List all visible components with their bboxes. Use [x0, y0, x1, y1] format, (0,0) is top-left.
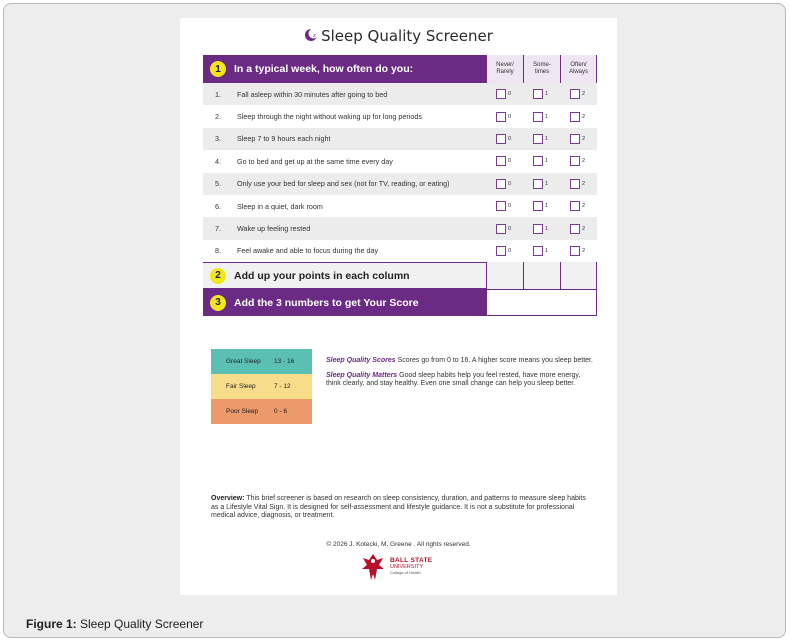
answer-checkbox[interactable] [533, 156, 543, 166]
answer-checkbox[interactable] [533, 246, 543, 256]
legend-great: Great Sleep 13 - 16 [211, 349, 312, 374]
legend-poor: Poor Sleep 0 - 6 [211, 399, 312, 424]
question-row [203, 195, 597, 217]
question-row [203, 150, 597, 172]
point-value: 1 [545, 91, 549, 98]
point-value: 1 [545, 225, 549, 232]
question-number: 2. [215, 112, 221, 122]
question-row [203, 240, 597, 262]
answer-checkbox[interactable] [570, 179, 580, 189]
answer-checkbox[interactable] [570, 134, 580, 144]
score-legend [211, 349, 312, 424]
answer-checkbox[interactable] [533, 179, 543, 189]
figure-caption: Figure 1: Sleep Quality Screener [26, 617, 204, 631]
page-title [180, 27, 617, 45]
answer-checkbox[interactable] [496, 134, 506, 144]
screener-table [203, 55, 597, 316]
legend-fair: Fair Sleep 7 - 12 [211, 374, 312, 399]
section-2-number: 2 [210, 268, 226, 284]
answer-checkbox[interactable] [570, 246, 580, 256]
point-value: 2 [582, 180, 586, 187]
answer-checkbox[interactable] [496, 112, 506, 122]
section-2-row [203, 262, 597, 289]
answer-checkbox[interactable] [496, 246, 506, 256]
point-value: 1 [545, 158, 549, 165]
point-value: 1 [545, 247, 549, 254]
sum-often-input[interactable] [560, 262, 597, 289]
point-value: 2 [582, 113, 586, 120]
answer-checkbox[interactable] [496, 201, 506, 211]
point-value: 0 [508, 113, 512, 120]
section-1-number: 1 [210, 61, 226, 77]
point-value: 2 [582, 225, 586, 232]
point-value: 0 [508, 247, 512, 254]
question-row [203, 128, 597, 150]
question-number: 8. [215, 246, 221, 256]
answer-checkbox[interactable] [496, 224, 506, 234]
question-number: 1. [215, 89, 221, 99]
answer-checkbox[interactable] [533, 89, 543, 99]
copyright: © 2026 J. Kotecki, M. Greene . All rights reserved. [326, 541, 471, 548]
point-value: 1 [545, 203, 549, 210]
section-1-header [203, 55, 597, 83]
question-number: 7. [215, 224, 221, 234]
question-text: Feel awake and able to focus during the day [237, 246, 379, 256]
answer-checkbox[interactable] [570, 224, 580, 234]
answer-checkbox[interactable] [533, 134, 543, 144]
question-text: Only use your bed for sleep and sex (not for TV, reading, or eating) [237, 179, 450, 189]
question-row [203, 173, 597, 195]
overview-paragraph: Overview: This brief screener is based on research on sleep consistency, duration, and patterns to measure sleep habits as a Lifestyle Vital Sign. It is designed for self-assessment and lifestyle guidance. It is not a substitute for professional medical advice, diagnosis, or treatment. [211, 495, 586, 519]
point-value: 0 [508, 91, 512, 98]
column-never-rarely: Never/ Rarely [486, 55, 523, 83]
question-row [203, 217, 597, 239]
point-value: 2 [582, 203, 586, 210]
point-value: 0 [508, 225, 512, 232]
answer-checkbox[interactable] [533, 201, 543, 211]
point-value: 1 [545, 135, 549, 142]
answer-checkbox[interactable] [533, 224, 543, 234]
question-text: Go to bed and get up at the same time every day [237, 156, 393, 166]
section-3-number: 3 [210, 295, 226, 311]
point-value: 2 [582, 135, 586, 142]
answer-checkbox[interactable] [496, 179, 506, 189]
section-2-heading: Add up your points in each column [234, 269, 410, 282]
svg-text:z: z [313, 33, 316, 39]
answer-checkbox[interactable] [570, 89, 580, 99]
answer-checkbox[interactable] [533, 112, 543, 122]
point-value: 1 [545, 180, 549, 187]
column-often-always: Often/ Always [560, 55, 597, 83]
section-1-heading: In a typical week, how often do you: [234, 63, 414, 75]
total-score-input[interactable] [486, 289, 597, 316]
column-sometimes: Some- times [523, 55, 560, 83]
screener-page [180, 18, 617, 595]
question-text: Fall asleep within 30 minutes after going to bed [237, 89, 388, 99]
scores-paragraph: Sleep Quality Scores Scores go from 0 to 16. A higher score means you sleep better. [326, 357, 593, 364]
question-number: 5. [215, 179, 221, 189]
answer-checkbox[interactable] [570, 156, 580, 166]
question-text: Sleep 7 to 9 hours each night [237, 134, 331, 144]
point-value: 0 [508, 180, 512, 187]
moon-icon [304, 28, 318, 42]
answer-checkbox[interactable] [570, 201, 580, 211]
question-text: Wake up feeling rested [237, 224, 311, 234]
point-value: 0 [508, 158, 512, 165]
answer-checkbox[interactable] [496, 89, 506, 99]
question-row [203, 83, 597, 105]
matters-paragraph: Sleep Quality Matters Good sleep habits help you feel rested, have more energy, think clearly, and stay healthy. Even one small change can help you sleep better. [326, 371, 581, 387]
score-description [326, 357, 594, 395]
point-value: 2 [582, 158, 586, 165]
answer-checkbox[interactable] [496, 156, 506, 166]
point-value: 2 [582, 91, 586, 98]
figure-frame [3, 3, 786, 638]
question-number: 6. [215, 201, 221, 211]
question-number: 3. [215, 134, 221, 144]
cardinal-icon [360, 552, 386, 582]
section-3-heading: Add the 3 numbers to get Your Score [234, 296, 419, 309]
answer-checkbox[interactable] [570, 112, 580, 122]
point-value: 0 [508, 135, 512, 142]
point-value: 2 [582, 247, 586, 254]
university-logo: BALL STATE UNIVERSITY College of Health [360, 551, 450, 583]
question-row [203, 105, 597, 127]
section-3-row [203, 289, 597, 316]
question-text: Sleep in a quiet, dark room [237, 201, 323, 211]
point-value: 0 [508, 203, 512, 210]
title-text: Sleep Quality Screener [321, 27, 493, 45]
sum-never-input[interactable] [486, 262, 523, 289]
sum-sometimes-input[interactable] [523, 262, 560, 289]
question-number: 4. [215, 156, 221, 166]
question-text: Sleep through the night without waking up for long periods [237, 112, 423, 122]
point-value: 1 [545, 113, 549, 120]
